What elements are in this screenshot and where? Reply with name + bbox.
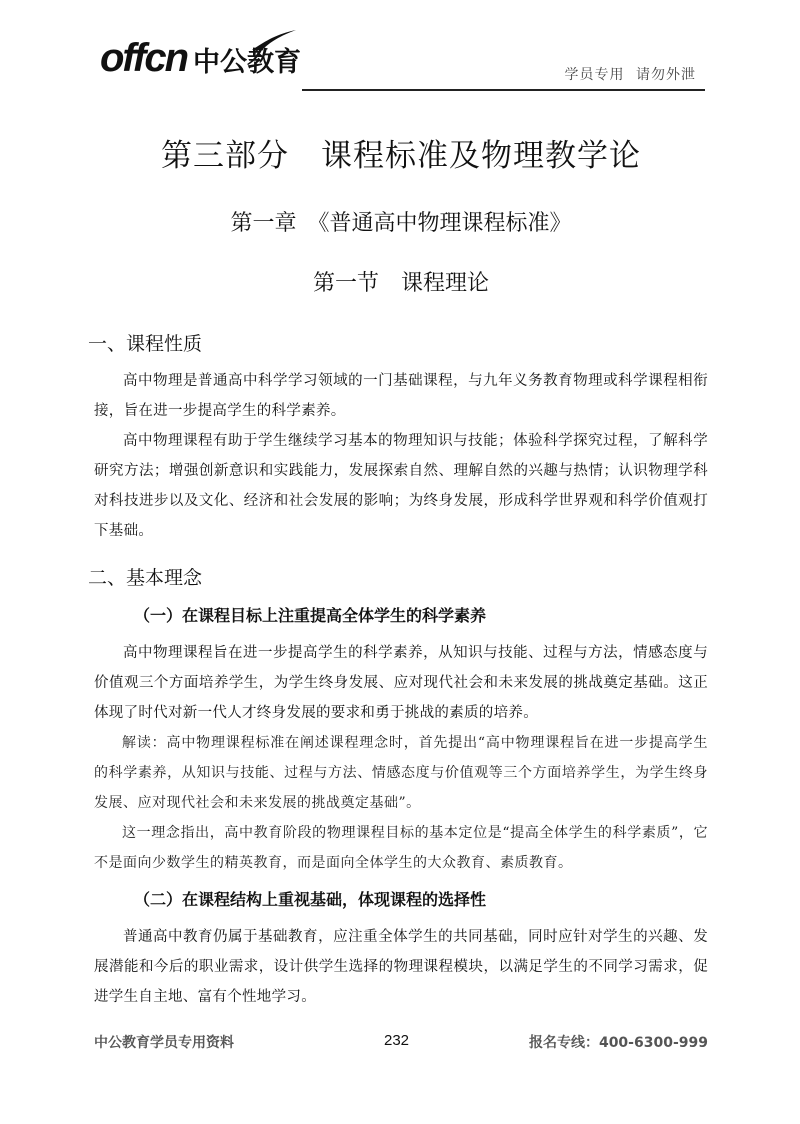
page-number: 232: [384, 1032, 410, 1049]
interpretation-note: 解读：高中物理课程标准在阐述课程理念时，首先提出“高中物理课程旨在进一步提高学生的科学素养，从知识与技能、过程与方法、情感态度与价值观等三个方面培养学生，为学生终身发展、应对现代社会和未来发展的挑战奠定基础”。: [94, 735, 708, 811]
page-header: [0, 0, 800, 100]
subsection-title: （二）在课程结构上重视基础，体现课程的选择性: [134, 890, 487, 909]
offcn-logo: [100, 38, 301, 78]
section-heading-concepts: 二、基本理念: [88, 567, 203, 589]
section-heading-nature: 一、课程性质: [88, 333, 203, 355]
part-title: 第三部分 课程标准及物理教学论: [161, 138, 641, 174]
logo-text: 中公教育: [193, 47, 302, 79]
logo-swoosh-icon: [250, 28, 298, 52]
paragraph: 高中物理课程有助于学生继续学习基本的物理知识与技能；体验科学探究过程，了解科学研究方法；增强创新意识和实践能力，发展探索自然、理解自然的兴趣与热情；认识物理学科对科技进步以及文化、经济和社会发展的影响；为终身发展，形成科学世界观和科学价值观打下基础。: [94, 433, 708, 539]
interpretation-note: 这一理念指出，高中教育阶段的物理课程目标的基本定位是“提高全体学生的科学素质”，它不是面向少数学生的精英教育，而是面向全体学生的大众教育、素质教育。: [94, 825, 708, 871]
footer-label: 中公教育学员专用资料: [94, 1035, 234, 1051]
paragraph: 普通高中教育仍属于基础教育，应注重全体学生的共同基础，同时应针对学生的兴趣、发展潜能和今后的职业需求，设计供学生选择的物理课程模块，以满足学生的不同学习需求，促进学生自主地、富有个性地学习。: [94, 929, 708, 1005]
logo-mark: offcn: [100, 36, 188, 80]
header-rule: [302, 89, 705, 91]
paragraph: 高中物理是普通高中科学学习领域的一门基础课程，与九年义务教育物理或科学课程相衔接，旨在进一步提高学生的科学素养。: [94, 373, 708, 419]
page-content: [88, 130, 708, 1012]
page-footer: [94, 1032, 708, 1056]
chapter-title: 第一章 《普通高中物理课程标准》: [230, 211, 572, 236]
header-tag: 学员专用 请勿外泄: [564, 67, 696, 83]
footer-hotline: 报名专线：400-6300-999: [528, 1035, 708, 1051]
section-title: 第一节 课程理论: [312, 271, 489, 296]
paragraph: 高中物理课程旨在进一步提高学生的科学素养，从知识与技能、过程与方法，情感态度与价值观三个方面培养学生，为学生终身发展、应对现代社会和未来发展的挑战奠定基础。这正体现了时代对新一代人才终身发展的要求和勇于挑战的素质的培养。: [94, 645, 708, 721]
subsection-title: （一）在课程目标上注重提高全体学生的科学素养: [134, 606, 487, 625]
